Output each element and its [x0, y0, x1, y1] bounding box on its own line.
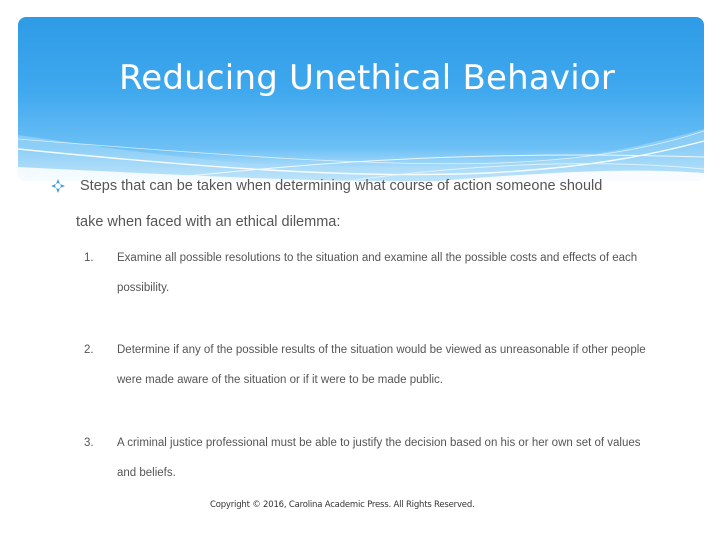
item-line-2: were made aware of the situation or if it were to be made public. [117, 374, 444, 386]
item-line-1: Examine all possible resolutions to the situation and examine all the possible costs and effects of each [117, 252, 638, 264]
item-text [117, 243, 687, 303]
copyright-footer: Copyright © 2016, Carolina Academic Press. All Rights Reserved. [210, 500, 475, 510]
wave-decoration [18, 17, 704, 181]
bullet-text [76, 168, 690, 240]
item-line-1: Determine if any of the possible results of the situation would be viewed as unreasonable if other people [117, 344, 646, 356]
bullet-line-2: take when faced with an ethical dilemma: [76, 214, 341, 230]
item-line-2: possibility. [117, 282, 170, 294]
item-number: 1. [84, 252, 94, 264]
item-number: 3. [84, 437, 94, 449]
item-line-1: A criminal justice professional must be able to justify the decision based on his or her own set of values [117, 437, 641, 449]
title-banner [18, 17, 704, 181]
item-text [117, 335, 687, 395]
item-text [117, 428, 687, 488]
diamond-bullet-icon [50, 178, 68, 196]
item-number: 2. [84, 344, 94, 356]
bullet-line-1: Steps that can be taken when determining what course of action someone should [80, 178, 603, 194]
slide-title: Reducing Unethical Behavior [118, 58, 616, 98]
item-line-2: and beliefs. [117, 467, 176, 479]
